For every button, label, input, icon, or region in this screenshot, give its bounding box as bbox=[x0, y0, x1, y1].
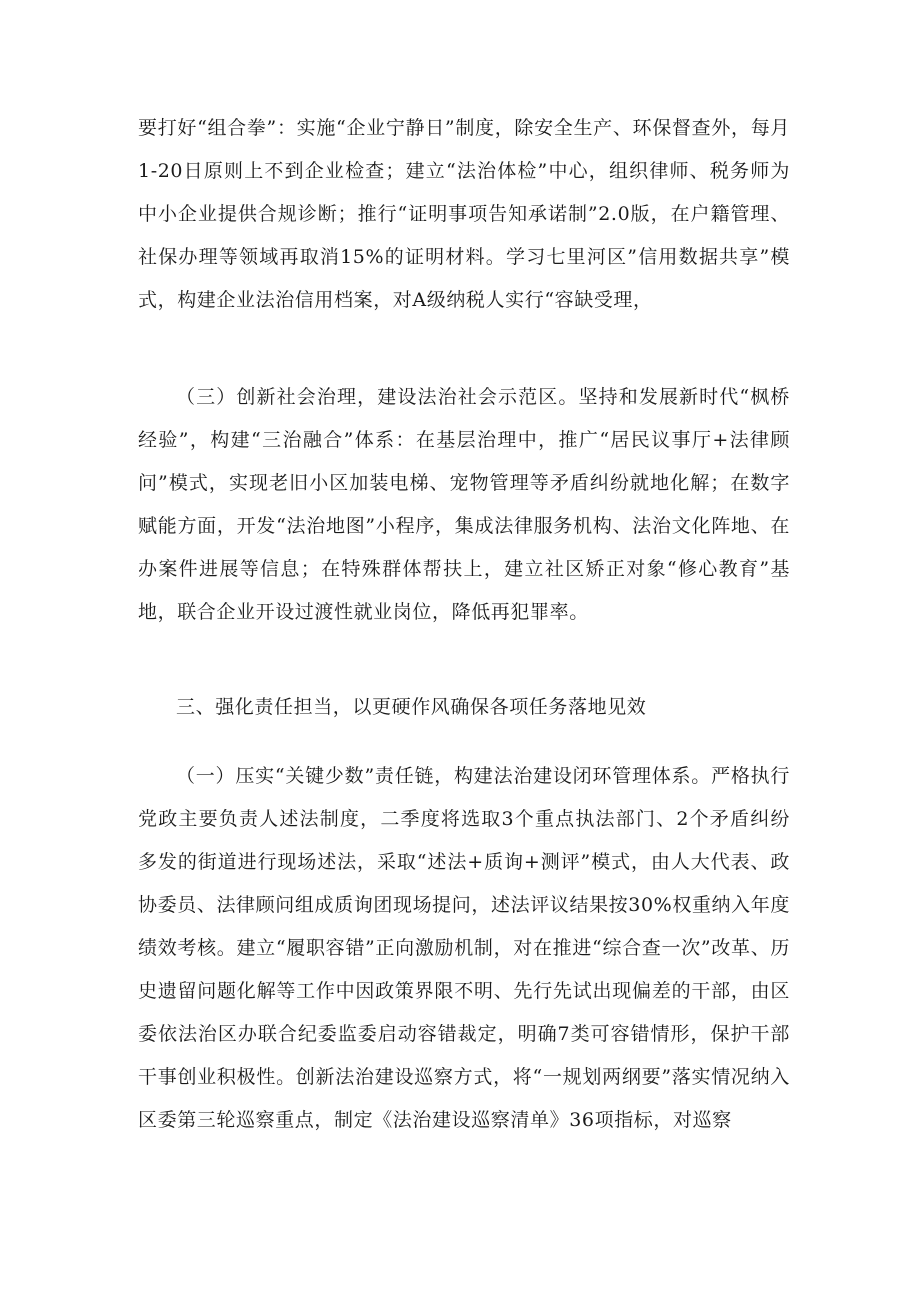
paragraph-continuation: 要打好“组合拳”：实施“企业宁静日”制度，除安全生产、环保督查外，每月1-20日原则上不到企业检查；建立“法治体检”中心，组织律师、税务师为中小企业提供合规诊断；推行“证明事项告知承诺制”2.0版，在户籍管理、社保办理等领域再取消15%的证明材料。学习七里河区”信用数据共享”模式，构建企业法治信用档案，对A级纳税人实行“容缺受理， bbox=[138, 117, 790, 311]
paragraph-responsibility-chain: （一）压实“关键少数”责任链，构建法治建设闭环管理体系。严格执行党政主要负责人述法制度，二季度将选取3个重点执法部门、2个矛盾纠纷多发的街道进行现场述法，采取“述法+质询+测评”模式，由人大代表、政协委员、法律顾问组成质询团现场提问，述法评议结果按30%权重纳入年度绩效考核。建立“履职容错”正向激励机制，对在推进“综合查一次”改革、历史遗留问题化解等工作中因政策界限不明、先行先试出现偏差的干部，由区委依法治区办联合纪委监委启动容错裁定，明确7类可容错情形，保护干部干事创业积极性。创新法治建设巡察方式，将“一规划两纲要”落实情况纳入区委第三轮巡察重点，制定《法治建设巡察清单》36项指标，对巡察 bbox=[138, 765, 790, 1131]
section-heading: 三、强化责任担当，以更硬作风确保各项任务落地见效 bbox=[176, 696, 647, 718]
paragraph-social-governance: （三）创新社会治理，建设法治社会示范区。坚持和发展新时代“枫桥经验”，构建“三治融合”体系：在基层治理中，推广“居民议事厅+法律顾问”模式，实现老旧小区加装电梯、宠物管理等矛盾纠纷就地化解；在数字赋能方面，开发“法治地图”小程序，集成法律服务机构、法治文化阵地、在办案件进展等信息；在特殊群体帮扶上，建立社区矫正对象“修心教育”基地，联合企业开设过渡性就业岗位，降低再犯罪率。 bbox=[138, 386, 790, 623]
